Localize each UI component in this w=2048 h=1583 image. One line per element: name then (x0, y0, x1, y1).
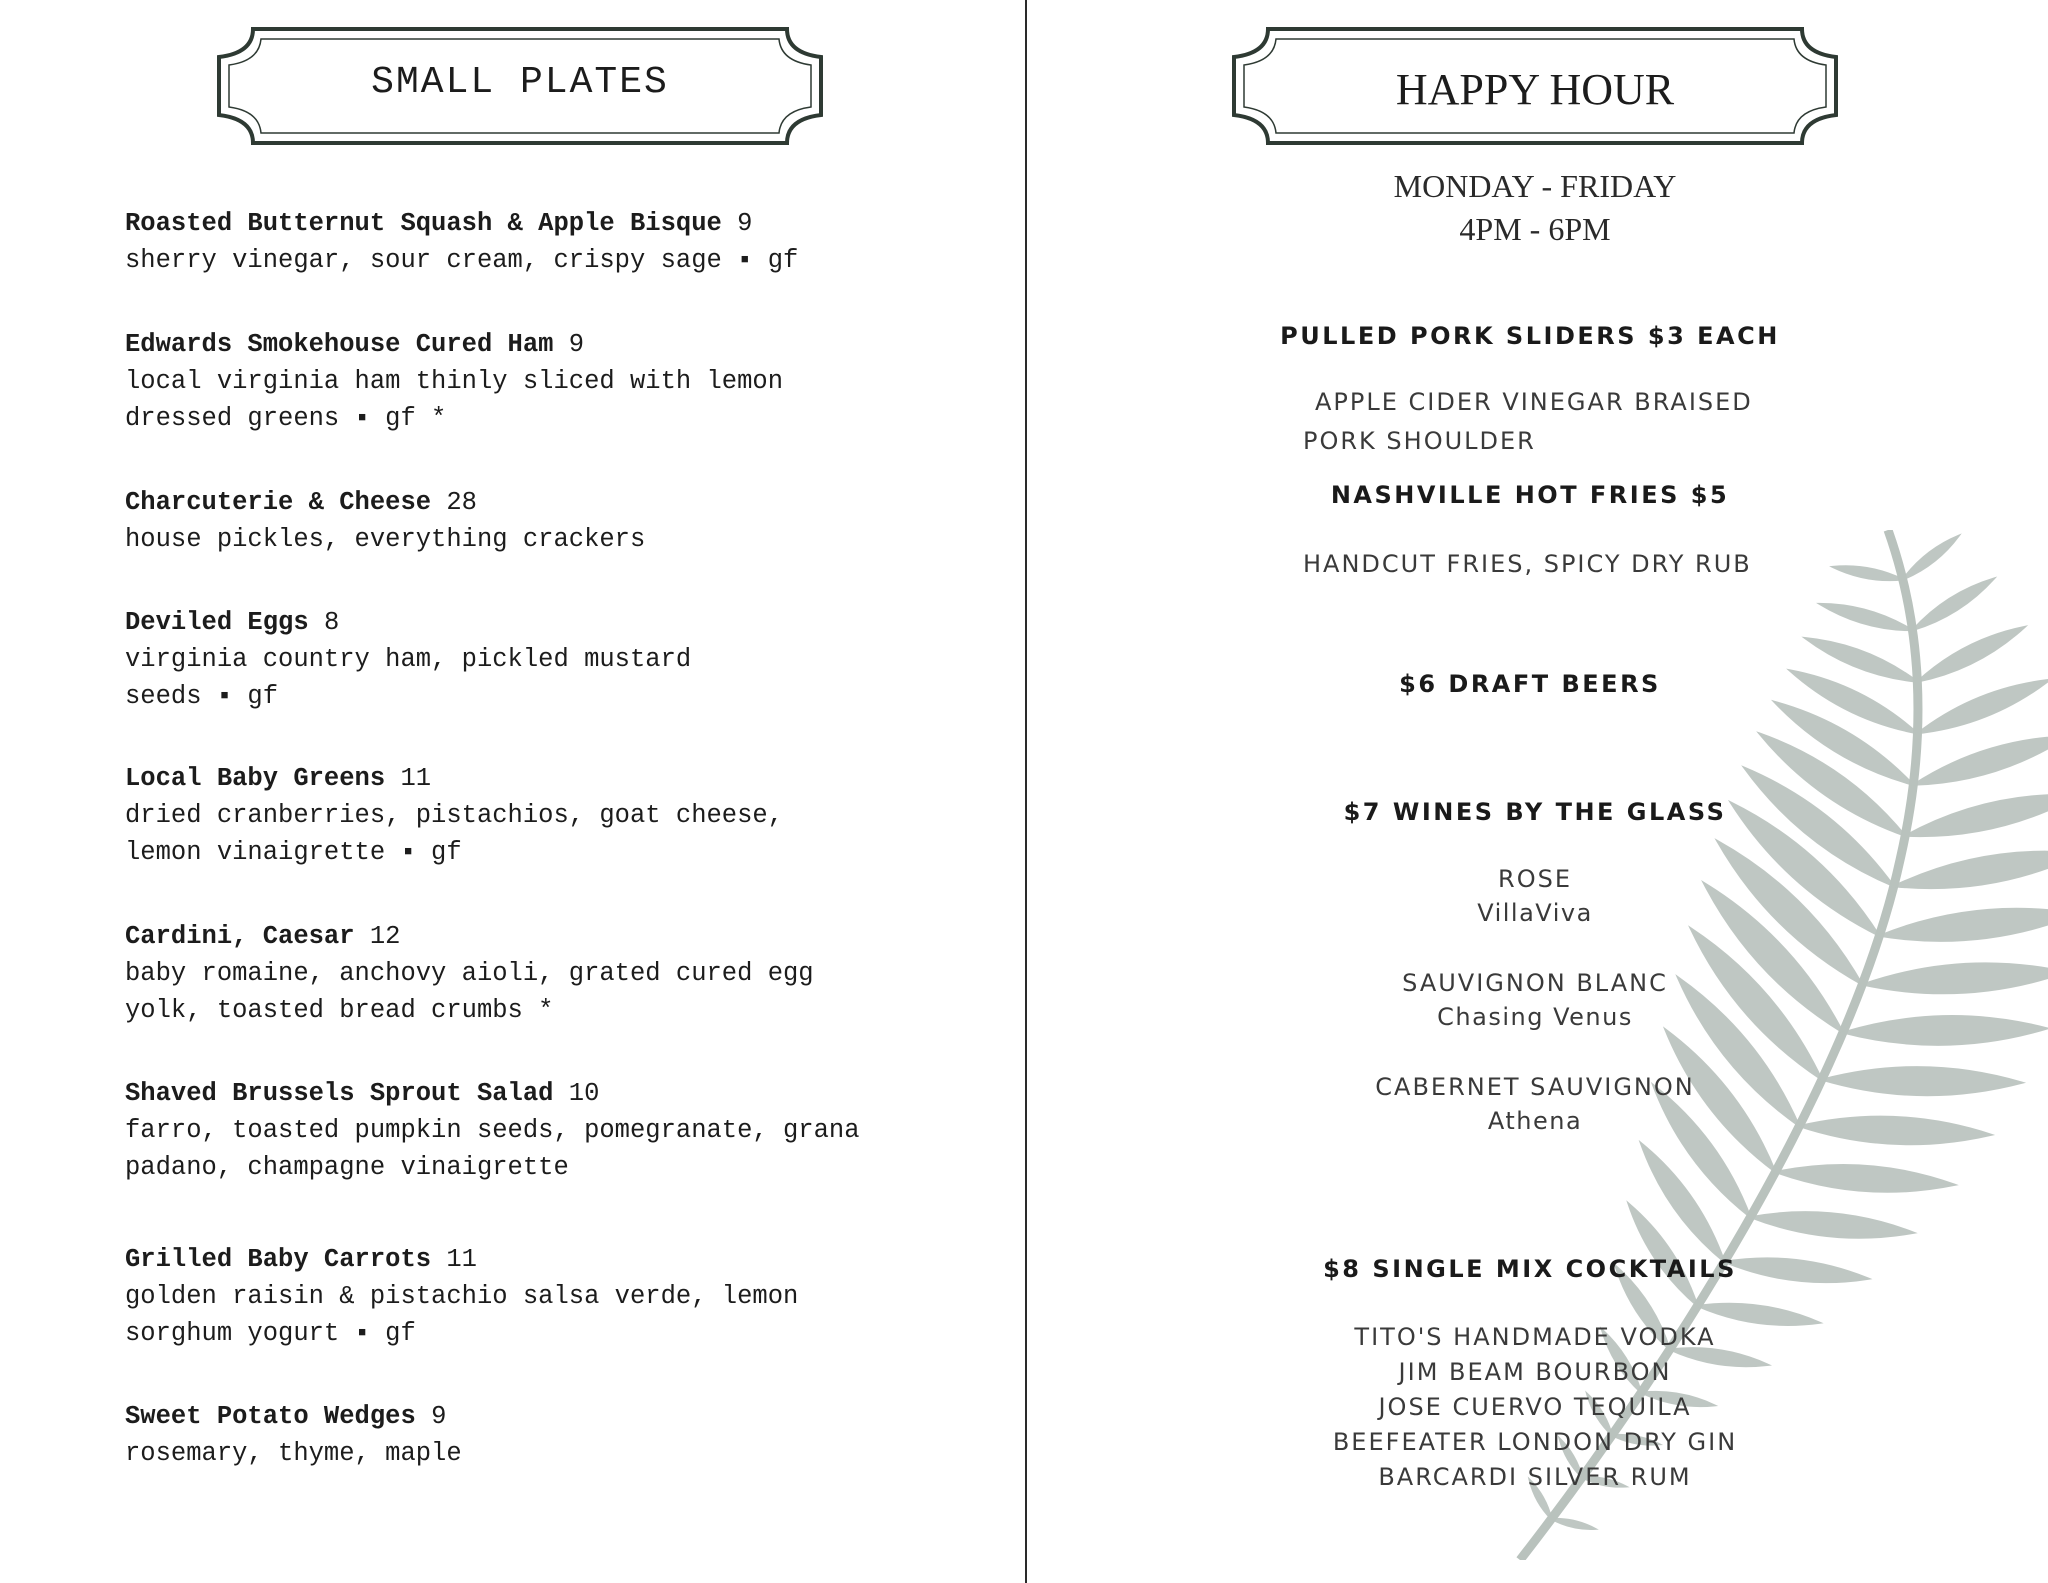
menu-item-name: Sweet Potato Wedges (125, 1402, 416, 1431)
wine-list (1230, 862, 1840, 1138)
wine-producer: VillaViva (1477, 899, 1593, 927)
menu-item-price: 9 (431, 1402, 447, 1431)
fern-leaflet (1879, 909, 2048, 941)
sliders-description-line: APPLE CIDER VINEGAR BRAISED (1315, 388, 1753, 416)
menu-item-description: dried cranberries, pistachios, goat cheese, lemon vinaigrette ▪ gf (125, 801, 784, 867)
menu-item-price: 11 (400, 764, 432, 793)
cocktail-item: JIM BEAM BOURBON (1398, 1358, 1672, 1386)
menu-item-description: baby romaine, anchovy aioli, grated cured egg yolk, toasted bread crumbs * (125, 959, 814, 1025)
cocktail-item: JOSE CUERVO TEQUILA (1378, 1393, 1692, 1421)
menu-item-name: Charcuterie & Cheese (125, 488, 432, 517)
menu-item-description: rosemary, thyme, maple (125, 1439, 462, 1468)
menu-item-description: virginia country ham, pickled mustard seeds ▪ gf (125, 645, 692, 711)
menu-item-price: 8 (323, 608, 340, 637)
menu-item-name: Deviled Eggs (125, 608, 309, 637)
menu-item (125, 484, 985, 558)
happy-hour-days: MONDAY - FRIDAY (1393, 168, 1677, 204)
small-plates-banner (215, 27, 825, 145)
menu-item-description: house pickles, everything crackers (125, 525, 646, 554)
page-divider (1025, 0, 1027, 1583)
fries-description: HANDCUT FRIES, SPICY DRY RUB (1303, 550, 1752, 578)
fern-leaflet (1862, 963, 2048, 993)
fern-leaflet (1905, 795, 2048, 836)
menu-item (125, 760, 985, 871)
cocktail-list (1230, 1320, 1840, 1495)
wine-producer: Athena (1487, 1107, 1583, 1135)
menu-item-price: 28 (446, 488, 477, 517)
cocktails-heading: $8 SINGLE MIX COCKTAILS (1323, 1255, 1737, 1283)
happy-hour-banner (1230, 27, 1840, 145)
wine-producer: Chasing Venus (1437, 1003, 1633, 1031)
cocktail-item: TITO'S HANDMADE VODKA (1354, 1323, 1716, 1351)
wine-type: SAUVIGNON BLANC (1402, 969, 1668, 997)
fern-leaflet (1843, 1016, 2048, 1045)
happy-hour-title: HAPPY HOUR (1395, 64, 1675, 114)
sliders-heading: PULLED PORK SLIDERS $3 EACH (1280, 322, 1780, 350)
fern-leaflet (1917, 680, 2048, 733)
menu-item-description: golden raisin & pistachio salsa verde, lemon sorghum yogurt ▪ gf (125, 1282, 799, 1348)
menu-item (125, 205, 985, 279)
menu-item-price: 9 (568, 330, 585, 359)
menu-item-price: 12 (369, 922, 401, 951)
menu-item-price: 11 (446, 1245, 477, 1274)
fern-leaflet (1903, 536, 1959, 580)
menu-item (125, 918, 985, 1029)
fern-leaflet (1822, 1067, 2023, 1095)
menu-item-description: farro, toasted pumpkin seeds, pomegranate, grana padano, champagne vinaigrette (125, 1116, 860, 1182)
menu-item (125, 604, 985, 715)
wine-type: CABERNET SAUVIGNON (1375, 1073, 1695, 1101)
small-plates-title: SMALL PLATES (371, 60, 669, 104)
menu-item-name: Shaved Brussels Sprout Salad (125, 1079, 554, 1108)
menu-item-name: Edwards Smokehouse Cured Ham (125, 330, 554, 359)
menu-item (125, 1075, 985, 1186)
happy-hour-page (1230, 0, 1840, 1583)
fern-leaflet (1917, 627, 2025, 682)
menu-item-name: Local Baby Greens (125, 764, 386, 793)
menu-item (125, 1398, 985, 1472)
menu-item-name: Roasted Butternut Squash & Apple Bisque (125, 209, 722, 238)
fern-leaflet (1913, 578, 1995, 630)
menu-item-price: 9 (737, 209, 753, 238)
menu-item (125, 1241, 985, 1352)
happy-hour-times: 4PM - 6PM (1459, 211, 1611, 247)
cocktail-item: BARCARDI SILVER RUM (1378, 1463, 1692, 1491)
fern-leaflet (1833, 566, 1903, 580)
beers-heading: $6 DRAFT BEERS (1399, 670, 1661, 698)
fries-heading: NASHVILLE HOT FRIES $5 (1330, 481, 1730, 509)
menu-item-name: Grilled Baby Carrots (125, 1245, 432, 1274)
fern-leaflet (1913, 736, 2048, 784)
cocktail-item: BEEFEATER LONDON DRY GIN (1332, 1428, 1738, 1456)
sliders-description-line: PORK SHOULDER (1303, 427, 1536, 455)
fern-leaflet (1894, 852, 2048, 888)
menu-item-price: 10 (568, 1079, 600, 1108)
menu-item (125, 326, 985, 437)
menu-item-description: local virginia ham thinly sliced with lemon dressed greens ▪ gf * (125, 367, 784, 433)
menu-item-description: sherry vinegar, sour cream, crispy sage ▪ gf (125, 246, 799, 275)
small-plates-list (125, 205, 985, 1472)
menu-item-name: Cardini, Caesar (125, 922, 355, 951)
wines-heading: $7 WINES BY THE GLASS (1343, 798, 1727, 826)
wine-type: ROSE (1498, 865, 1572, 893)
